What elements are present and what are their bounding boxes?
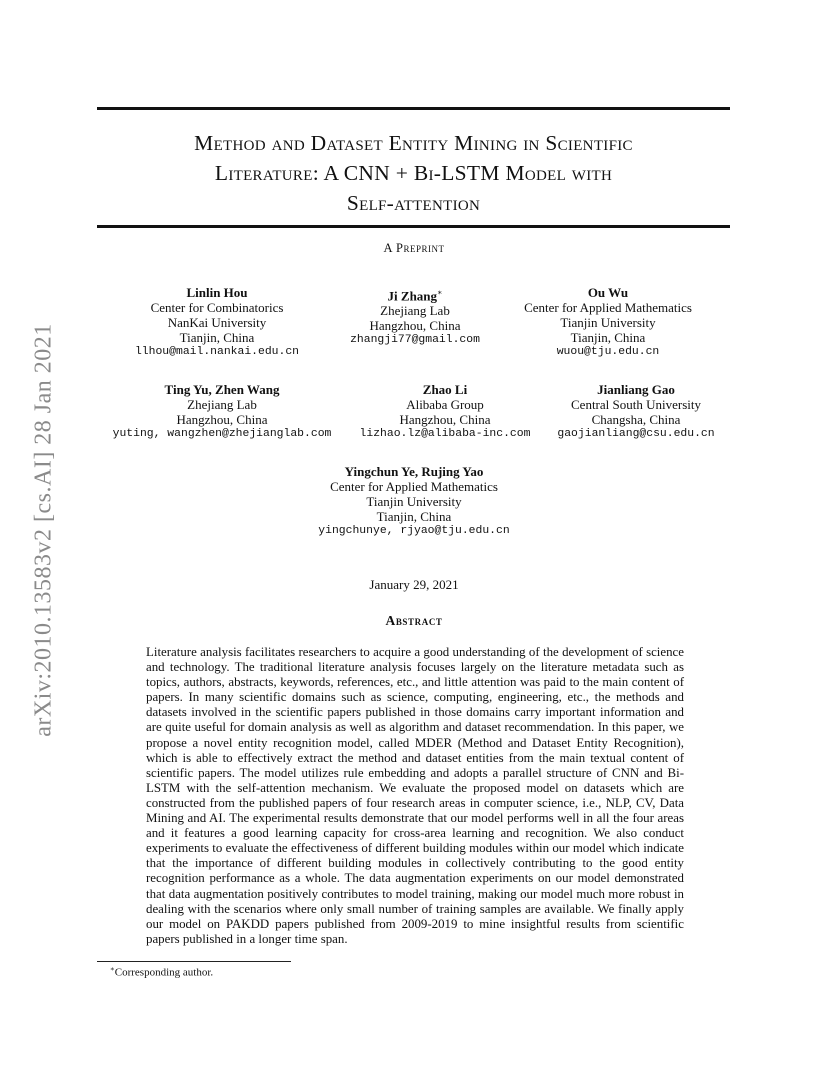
author-email: lizhao.lz@alibaba-inc.com <box>359 428 531 440</box>
author-block <box>550 382 722 442</box>
author-email: gaojianliang@csu.edu.cn <box>557 428 715 440</box>
author-name: Jianliang Gao <box>597 382 675 397</box>
author-block <box>300 464 528 539</box>
author-affiliation: Tianjin University <box>366 494 462 509</box>
author-affiliation: Center for Applied Mathematics <box>330 479 498 494</box>
author-affiliation: Hangzhou, China <box>369 318 461 334</box>
preprint-label: A Preprint <box>383 241 445 255</box>
author-affiliation: Tianjin, China <box>570 330 646 345</box>
author-email: wuou@tju.edu.cn <box>556 346 660 358</box>
author-affiliation: Hangzhou, China <box>176 412 268 427</box>
author-affiliation: Alibaba Group <box>406 397 484 412</box>
corresponding-mark: ∗ <box>437 288 443 297</box>
author-affiliation: Hangzhou, China <box>399 412 491 427</box>
author-block <box>508 285 708 360</box>
author-affiliation: Zhejiang Lab <box>187 397 257 412</box>
title-line-1: Method and Dataset Entity Mining in Scientific <box>194 131 633 155</box>
author-block <box>112 285 322 360</box>
author-block <box>352 382 538 442</box>
footnote-rule <box>97 961 291 962</box>
author-name: Zhao Li <box>422 382 468 397</box>
arxiv-identifier: arXiv:2010.13583v2 [cs.AI] 28 Jan 2021 <box>30 323 57 737</box>
author-email: yuting, wangzhen@zhejianglab.com <box>112 428 332 440</box>
author-affiliation: Central South University <box>571 397 701 412</box>
paper-title <box>97 128 730 218</box>
author-email: yingchunye, rjyao@tju.edu.cn <box>318 525 510 537</box>
author-affiliation: Zhejiang Lab <box>380 303 450 319</box>
title-top-rule <box>97 107 730 110</box>
title-line-2: Literature: A CNN + Bi-LSTM Model with <box>214 161 613 185</box>
abstract-heading: Abstract <box>385 613 443 628</box>
title-bottom-rule <box>97 225 730 228</box>
author-affiliation: Tianjin, China <box>179 330 255 345</box>
author-name: Ting Yu, Zhen Wang <box>164 382 280 397</box>
author-affiliation: Changsha, China <box>591 412 681 427</box>
author-block <box>104 382 340 442</box>
author-affiliation: Center for Combinatorics <box>150 300 284 315</box>
title-line-3: Self-attention <box>346 191 481 215</box>
publication-date: January 29, 2021 <box>369 577 459 592</box>
author-email: llhou@mail.nankai.edu.cn <box>134 346 300 358</box>
footnote <box>110 965 213 979</box>
author-email: zhangji77@gmail.com <box>350 334 480 347</box>
author-name: Linlin Hou <box>186 285 248 300</box>
author-affiliation: Tianjin University <box>560 315 656 330</box>
footnote-mark: ∗ <box>110 965 115 973</box>
abstract-body: Literature analysis facilitates researchers to acquire a good understanding of the development of science and technology. The traditional literature analysis focuses largely on the literature metadata such as topics, authors, abstracts, keywords, references, etc., and little attention was paid to the main content of papers. In many scientific domains such as science, computing, engineering, etc., the methods and datasets involved in the scientific papers published in those domains carry important information and are quite useful for domain analysis as well as algorithm and dataset recommendation. In this paper, we propose a novel entity recognition model, called MDER (Method and Dataset Entity Recognition), which is able to effectively extract the method and dataset entities from the main textual content of scientific papers. The model utilizes rule embedding and adopts a parallel structure of CNN and Bi-LSTM with the self-attention mechanism. We evaluate the proposed model on datasets which are constructed from the published papers of four research areas in computer science, i.e., NLP, CV, Data Mining and AI. The experimental results demonstrate that our model performs well in all the four areas and it features a good learning capacity for cross-area learning and recognition. We also conduct experiments to evaluate the effectiveness of different building modules within our model which indicate that the importance of different building modules in collectively contributing to the good entity recognition performance as a whole. The data augmentation experiments on our model demonstrated that data augmentation positively contributes to model training, making our model much more robust in dealing with the scenarios where only small number of training samples are available. We finally apply our model on PAKDD papers published from 2009-2019 to mine insightful results from scientific papers published in a longer time span. <box>146 645 684 946</box>
author-affiliation: NanKai University <box>167 315 267 330</box>
author-affiliation: Tianjin, China <box>376 509 452 524</box>
author-affiliation: Center for Applied Mathematics <box>524 300 692 315</box>
author-block <box>320 285 510 348</box>
author-name: Ji Zhang∗ <box>387 288 443 304</box>
author-name: Ou Wu <box>587 285 629 300</box>
author-name: Yingchun Ye, Rujing Yao <box>344 464 484 479</box>
footnote-text: Corresponding author. <box>114 966 214 979</box>
